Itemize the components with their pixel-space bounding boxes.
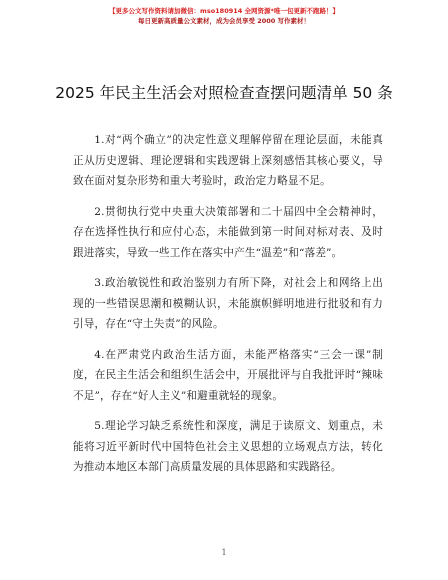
list-item-4: 4.在严肃党内政治生活方面，未能严格落实“三会一课”制度，在民主生活会和组织生活会中，开展批评与自我批评时“辣味不足”，存在“好人主义”和避重就轻的现象。 (73, 348, 383, 402)
promo-banner-line-1: 【更多公文写作资料请加微信：mso180914 全网资源*唯一包更新不跑路！】 (109, 7, 339, 15)
list-item-2: 2.贯彻执行党中央重大决策部署和二十届四中全会精神时，存在选择性执行和应付心态，未能做到第一时间对标对表、及时跟进落实，导致一些工作在落实中产生“温差”和“落差”。 (73, 205, 383, 259)
list-item-3: 3.政治敏锐性和政治鉴别力有所下降，对社会上和网络上出现的一些错误思潮和模糊认识，未能旗帜鲜明地进行批驳和有力引导，存在“守土失责”的风险。 (73, 277, 383, 330)
promo-banner-line-2: 每日更新高质量公文素材，成为会员享受 2000 写作素材！ (137, 17, 311, 25)
page-number: 1 (221, 548, 227, 557)
document-title: 2025 年民主生活会对照检查查摆问题清单 50 条 (55, 84, 393, 102)
document-body (73, 130, 383, 488)
promo-banner (0, 6, 448, 26)
list-item-1: 1.对“两个确立”的决定性意义理解停留在理论层面，未能真正从历史逻辑、理论逻辑和实践逻辑上深刻感悟其核心要义，导致在面对复杂形势和重大考验时，政治定力略显不足。 (73, 134, 383, 187)
list-item-5: 5.理论学习缺乏系统性和深度，满足于读原文、划重点，未能将习近平新时代中国特色社会主义思想的立场观点方法，转化为推动本地区本部门高质量发展的具体思路和实践路径。 (73, 420, 383, 473)
